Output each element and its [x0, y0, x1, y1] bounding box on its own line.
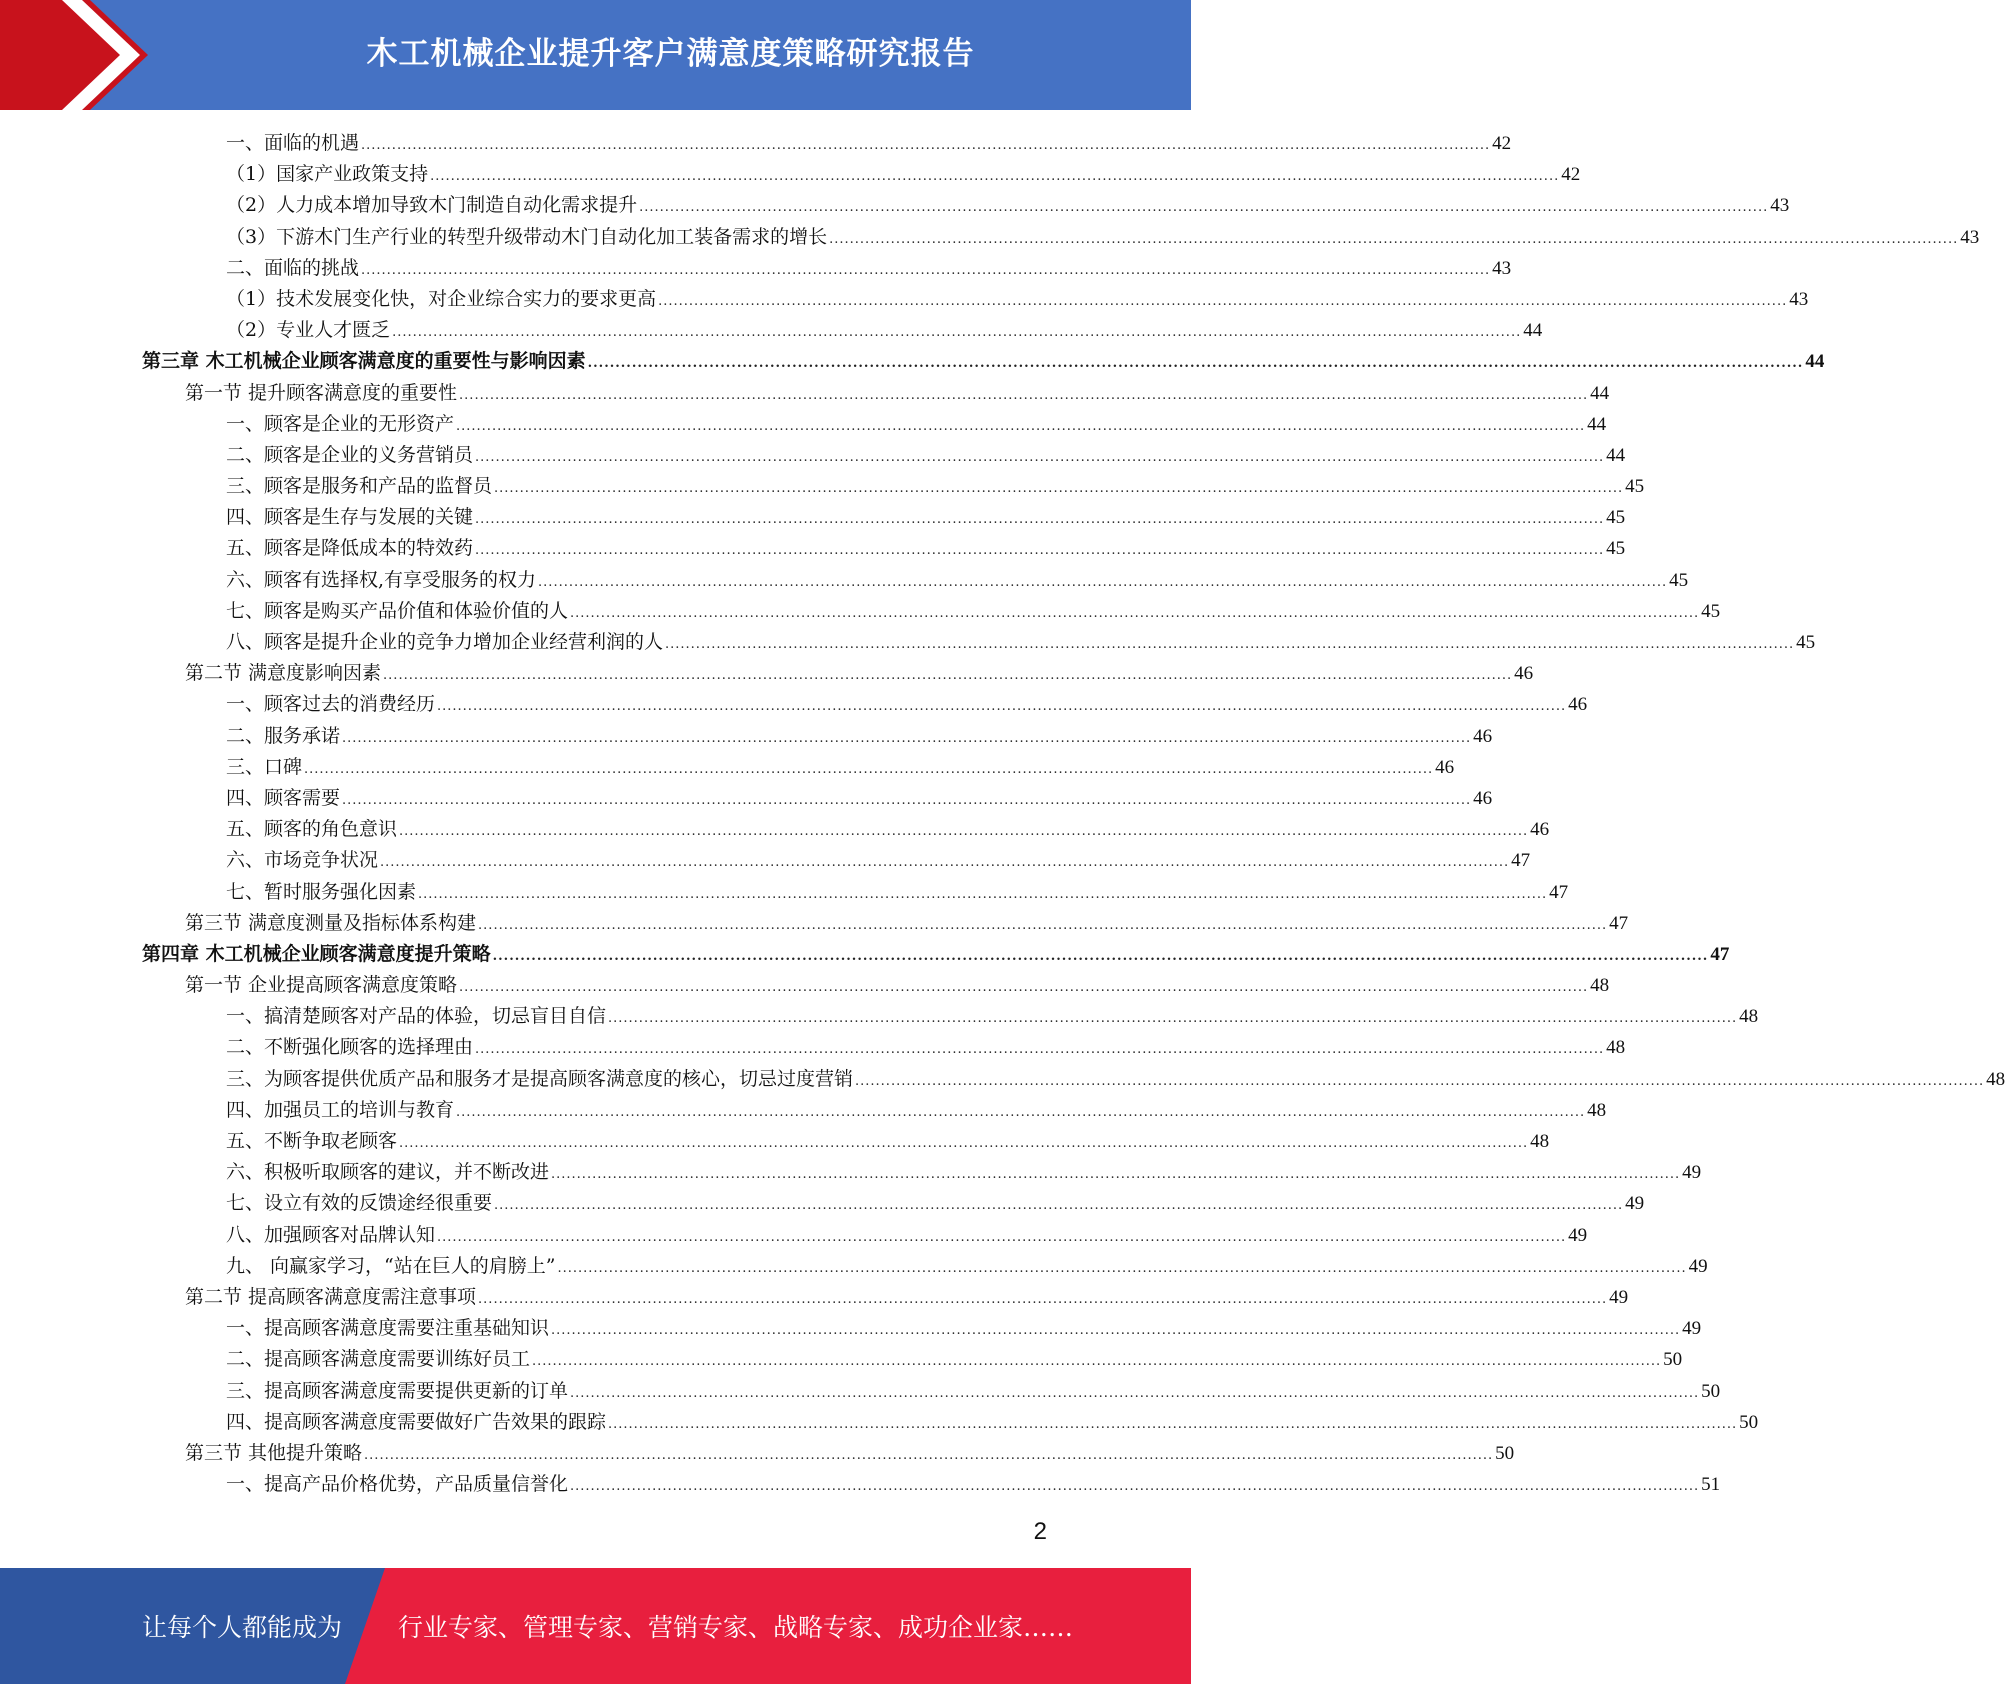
toc-entry[interactable]: [226, 190, 1790, 221]
toc-dot-leader: ............................................................................................................................................................................................................................: [361, 262, 1491, 278]
toc-entry[interactable]: [226, 565, 1689, 596]
toc-dot-leader: ............................................................................................................................................................................................................................: [551, 1167, 1681, 1183]
toc-entry[interactable]: [226, 315, 1543, 346]
toc-entry[interactable]: [226, 752, 1455, 783]
toc-dot-leader: ............................................................................................................................................................................................................................: [383, 668, 1513, 684]
toc-entry-page: 48: [1587, 1099, 1607, 1121]
toc-entry-title: 第二节 提高顾客满意度需注意事项: [185, 1285, 477, 1308]
toc-entry-page: 50: [1701, 1380, 1721, 1402]
toc-entry-page: 44: [1590, 382, 1610, 404]
toc-entry-title: 三、提高顾客满意度需要提供更新的订单: [226, 1379, 569, 1402]
toc-entry-title: 第三章 木工机械企业顾客满意度的重要性与影响因素: [142, 350, 586, 373]
report-title: 木工机械企业提升客户满意度策略研究报告: [366, 35, 975, 72]
toc-dot-leader: ............................................................................................................................................................................................................................: [342, 730, 1472, 746]
toc-entry-page: 49: [1682, 1162, 1702, 1184]
toc-entry[interactable]: [142, 346, 1825, 377]
toc-entry[interactable]: [185, 658, 1534, 689]
toc-entry-title: 二、提高顾客满意度需要训练好员工: [226, 1348, 531, 1371]
toc-entry-title: 二、顾客是企业的义务营销员: [226, 443, 474, 466]
toc-entry-title: 第四章 木工机械企业顾客满意度提升策略: [142, 942, 491, 965]
toc-entry-page: 48: [1606, 1037, 1626, 1059]
toc-entry-page: 46: [1514, 663, 1534, 685]
toc-dot-leader: ............................................................................................................................................................................................................................: [399, 824, 1529, 840]
toc-entry-page: 46: [1530, 819, 1550, 841]
toc-entry-title: 九、 向赢家学习，“站在巨人的肩膀上”: [226, 1254, 556, 1277]
toc-entry-page: 44: [1805, 351, 1825, 373]
toc-entry-title: 一、搞清楚顾客对产品的体验，切忌盲目自信: [226, 1005, 607, 1028]
toc-entry-title: 八、顾客是提升企业的竞争力增加企业经营利润的人: [226, 631, 664, 653]
toc-entry-page: 48: [1986, 1068, 2005, 1090]
toc-dot-leader: ............................................................................................................................................................................................................................: [639, 200, 1769, 216]
toc-entry-title: 四、顾客是生存与发展的关键: [226, 506, 474, 529]
toc-entry[interactable]: [226, 159, 1581, 190]
toc-entry[interactable]: [226, 877, 1569, 908]
toc-entry-title: 一、顾客是企业的无形资产: [226, 412, 455, 435]
toc-entry-page: 51: [1701, 1474, 1721, 1496]
toc-entry-page: 50: [1663, 1349, 1683, 1371]
toc-entry[interactable]: [226, 721, 1493, 752]
red-chevron-icon: [0, 0, 160, 110]
toc-dot-leader: ............................................................................................................................................................................................................................: [570, 1479, 1700, 1495]
toc-entry-title: 一、提高顾客满意度需要注重基础知识: [226, 1317, 550, 1340]
toc-dot-leader: ............................................................................................................................................................................................................................: [437, 699, 1567, 715]
toc-entry[interactable]: [185, 1438, 1515, 1469]
toc-entry-page: 46: [1473, 725, 1493, 747]
toc-entry[interactable]: [226, 1344, 1683, 1375]
toc-dot-leader: ............................................................................................................................................................................................................................: [532, 1354, 1662, 1370]
toc-entry-title: （3）下游木门生产行业的转型升级带动木门自动化加工装备需求的增长: [226, 225, 828, 248]
toc-dot-leader: ............................................................................................................................................................................................................................: [538, 574, 1668, 590]
toc-entry[interactable]: [185, 908, 1629, 939]
toc-entry-title: 第三节 满意度测量及指标体系构建: [185, 911, 477, 934]
toc-entry[interactable]: [226, 1188, 1645, 1219]
toc-entry-page: 43: [1492, 257, 1512, 279]
toc-dot-leader: ............................................................................................................................................................................................................................: [557, 1260, 1687, 1276]
toc-entry-page: 45: [1606, 507, 1626, 529]
toc-entry-page: 42: [1561, 164, 1581, 186]
toc-entry[interactable]: [226, 1032, 1626, 1063]
toc-entry[interactable]: [226, 1126, 1550, 1157]
toc-entry-title: （1）国家产业政策支持: [226, 163, 429, 186]
toc-entry-title: （2）专业人才匮乏: [226, 319, 391, 342]
toc-entry-title: 三、为顾客提供优质产品和服务才是提高顾客满意度的核心，切忌过度营销: [226, 1067, 854, 1090]
page-footer: [0, 1568, 1191, 1684]
toc-entry[interactable]: [185, 378, 1610, 409]
toc-dot-leader: ............................................................................................................................................................................................................................: [342, 792, 1472, 808]
toc-entry-page: 49: [1688, 1255, 1708, 1277]
toc-dot-leader: ............................................................................................................................................................................................................................: [475, 512, 1605, 528]
toc-dot-leader: ............................................................................................................................................................................................................................: [380, 855, 1510, 871]
toc-entry[interactable]: [226, 1251, 1708, 1282]
toc-dot-leader: ............................................................................................................................................................................................................................: [492, 948, 1709, 964]
toc-entry-title: 三、顾客是服务和产品的监督员: [226, 475, 493, 498]
toc-dot-leader: ............................................................................................................................................................................................................................: [551, 1323, 1681, 1339]
toc-dot-leader: ............................................................................................................................................................................................................................: [475, 543, 1605, 559]
toc-entry-page: 48: [1530, 1131, 1550, 1152]
toc-entry-title: 五、不断争取老顾客: [226, 1130, 398, 1152]
toc-entry-page: 50: [1495, 1442, 1515, 1464]
toc-entry-page: 49: [1568, 1224, 1588, 1246]
toc-entry[interactable]: [226, 1064, 2005, 1095]
toc-dot-leader: ............................................................................................................................................................................................................................: [456, 418, 1586, 434]
toc-entry-page: 48: [1739, 1006, 1759, 1028]
toc-entry-page: 45: [1701, 600, 1721, 622]
toc-entry-title: 三、口碑: [226, 755, 303, 778]
toc-entry[interactable]: [226, 1469, 1721, 1500]
toc-entry[interactable]: [226, 284, 1809, 315]
toc-entry-title: 四、加强员工的培训与教育: [226, 1098, 455, 1121]
toc-entry-title: 七、设立有效的反馈途经很重要: [226, 1192, 493, 1215]
toc-entry-title: 二、面临的挑战: [226, 256, 360, 279]
toc-entry-title: 一、面临的机遇: [226, 132, 360, 154]
toc-entry-page: 50: [1739, 1411, 1759, 1433]
toc-entry-title: 第二节 满意度影响因素: [185, 662, 382, 685]
toc-dot-leader: ............................................................................................................................................................................................................................: [304, 761, 1434, 777]
toc-entry[interactable]: [226, 409, 1607, 440]
toc-entry-page: 47: [1549, 881, 1569, 903]
toc-dot-leader: ............................................................................................................................................................................................................................: [430, 169, 1560, 185]
toc-entry-page: 43: [1770, 195, 1790, 217]
toc-entry-title: 四、提高顾客满意度需要做好广告效果的跟踪: [226, 1410, 607, 1433]
toc-entry[interactable]: [226, 1095, 1607, 1126]
toc-entry[interactable]: [226, 845, 1531, 876]
toc-entry-title: 四、顾客需要: [226, 786, 341, 809]
toc-entry[interactable]: [226, 1313, 1702, 1344]
toc-entry-title: （2）人力成本增加导致木门制造自动化需求提升: [226, 194, 638, 217]
toc-entry-page: 45: [1796, 632, 1816, 653]
toc-dot-leader: ............................................................................................................................................................................................................................: [475, 449, 1605, 465]
toc-entry-title: 七、顾客是购买产品价值和体验价值的人: [226, 599, 569, 622]
toc-dot-leader: ............................................................................................................................................................................................................................: [608, 1416, 1738, 1432]
toc-entry-page: 49: [1609, 1286, 1629, 1308]
toc-entry-page: 49: [1625, 1193, 1645, 1215]
toc-entry[interactable]: [226, 1407, 1759, 1438]
toc-dot-leader: ............................................................................................................................................................................................................................: [587, 356, 1804, 372]
footer-slogan-left: 让每个人都能成为: [142, 1613, 343, 1642]
toc-entry-title: （1）技术发展变化快，对企业综合实力的要求更高: [226, 287, 657, 310]
toc-dot-leader: ............................................................................................................................................................................................................................: [494, 481, 1624, 497]
toc-entry[interactable]: [226, 1220, 1588, 1251]
toc-entry-title: 第三节 其他提升策略: [185, 1441, 363, 1464]
toc-entry[interactable]: [226, 128, 1512, 159]
toc-dot-leader: ............................................................................................................................................................................................................................: [459, 980, 1589, 996]
toc-entry-title: 二、不断强化顾客的选择理由: [226, 1036, 474, 1059]
toc-entry-title: 一、顾客过去的消费经历: [226, 693, 436, 716]
toc-dot-leader: ............................................................................................................................................................................................................................: [855, 1073, 1985, 1089]
page-number: 2: [1033, 1518, 1047, 1545]
toc-entry-page: 48: [1590, 975, 1610, 997]
toc-dot-leader: ............................................................................................................................................................................................................................: [570, 605, 1700, 621]
toc-entry[interactable]: [226, 440, 1626, 471]
toc-dot-leader: ............................................................................................................................................................................................................................: [456, 1104, 1586, 1120]
toc-entry-page: 45: [1669, 569, 1689, 591]
toc-dot-leader: ............................................................................................................................................................................................................................: [361, 138, 1491, 153]
toc-entry-page: 45: [1625, 476, 1645, 498]
toc-dot-leader: ............................................................................................................................................................................................................................: [608, 1011, 1738, 1027]
toc-entry-page: 47: [1511, 850, 1531, 872]
toc-entry-title: 八、加强顾客对品牌认知: [226, 1223, 436, 1246]
toc-entry-page: 46: [1568, 694, 1588, 716]
toc-dot-leader: ............................................................................................................................................................................................................................: [829, 231, 1959, 247]
toc-entry[interactable]: [185, 1282, 1629, 1313]
toc-entry-title: 五、顾客的角色意识: [226, 818, 398, 841]
toc-entry[interactable]: [226, 253, 1512, 284]
toc-entry-title: 六、市场竞争状况: [226, 849, 379, 872]
toc-entry[interactable]: [226, 1376, 1721, 1407]
toc-entry-page: 46: [1473, 787, 1493, 809]
toc-entry-title: 第一节 提升顾客满意度的重要性: [185, 381, 458, 404]
toc-entry-page: 44: [1587, 413, 1607, 435]
toc-dot-leader: ............................................................................................................................................................................................................................: [392, 325, 1522, 341]
toc-entry-page: 47: [1609, 912, 1629, 934]
toc-entry[interactable]: [226, 627, 1816, 658]
toc-entry[interactable]: [226, 689, 1588, 720]
page-header: [0, 0, 1191, 110]
toc-dot-leader: ............................................................................................................................................................................................................................: [570, 1385, 1700, 1401]
toc-entry-title: 一、提高产品价格优势，产品质量信誉化: [226, 1473, 569, 1496]
toc-entry-page: 42: [1492, 133, 1512, 154]
toc-entry[interactable]: [226, 471, 1645, 502]
toc-dot-leader: ............................................................................................................................................................................................................................: [665, 637, 1795, 652]
toc-dot-leader: ............................................................................................................................................................................................................................: [475, 1042, 1605, 1058]
toc-entry[interactable]: [185, 970, 1610, 1001]
toc-dot-leader: ............................................................................................................................................................................................................................: [364, 1447, 1494, 1463]
toc-entry-page: 44: [1606, 444, 1626, 466]
toc-dot-leader: ............................................................................................................................................................................................................................: [478, 1291, 1608, 1307]
toc-entry[interactable]: [226, 596, 1721, 627]
toc-dot-leader: ............................................................................................................................................................................................................................: [478, 917, 1608, 933]
toc-dot-leader: ............................................................................................................................................................................................................................: [399, 1136, 1529, 1151]
toc-dot-leader: ............................................................................................................................................................................................................................: [658, 293, 1788, 309]
toc-entry-title: 第一节 企业提高顾客满意度策略: [185, 974, 458, 997]
toc-entry[interactable]: [226, 1157, 1702, 1188]
footer-slogan-right: 行业专家、管理专家、营销专家、战略专家、成功企业家……: [398, 1613, 1074, 1642]
toc-entry[interactable]: [226, 814, 1550, 845]
toc-entry-page: 44: [1523, 320, 1543, 342]
toc-entry-page: 43: [1960, 226, 1980, 248]
toc-entry[interactable]: [226, 502, 1626, 533]
toc-entry-title: 七、暂时服务强化因素: [226, 880, 417, 903]
toc-entry-page: 45: [1606, 538, 1626, 560]
toc-entry-page: 49: [1682, 1318, 1702, 1340]
toc-entry-title: 五、顾客是降低成本的特效药: [226, 537, 474, 560]
toc-dot-leader: ............................................................................................................................................................................................................................: [437, 1229, 1567, 1245]
toc-entry[interactable]: [142, 939, 1730, 970]
toc-entry[interactable]: [226, 1001, 1759, 1032]
toc-entry[interactable]: [226, 533, 1626, 564]
toc-dot-leader: ............................................................................................................................................................................................................................: [459, 387, 1589, 403]
toc-dot-leader: ............................................................................................................................................................................................................................: [494, 1198, 1624, 1214]
toc-entry[interactable]: [226, 783, 1493, 814]
toc-entry-title: 六、顾客有选择权,有享受服务的权力: [226, 568, 537, 591]
toc-entry-title: 六、积极听取顾客的建议，并不断改进: [226, 1161, 550, 1184]
toc-entry-page: 43: [1789, 288, 1809, 310]
toc-dot-leader: ............................................................................................................................................................................................................................: [418, 886, 1548, 902]
toc-entry-page: 46: [1435, 756, 1455, 778]
table-of-contents: [0, 128, 2005, 1500]
toc-entry[interactable]: [226, 222, 1980, 253]
toc-entry-title: 二、服务承诺: [226, 724, 341, 747]
toc-entry-page: 47: [1710, 943, 1730, 965]
